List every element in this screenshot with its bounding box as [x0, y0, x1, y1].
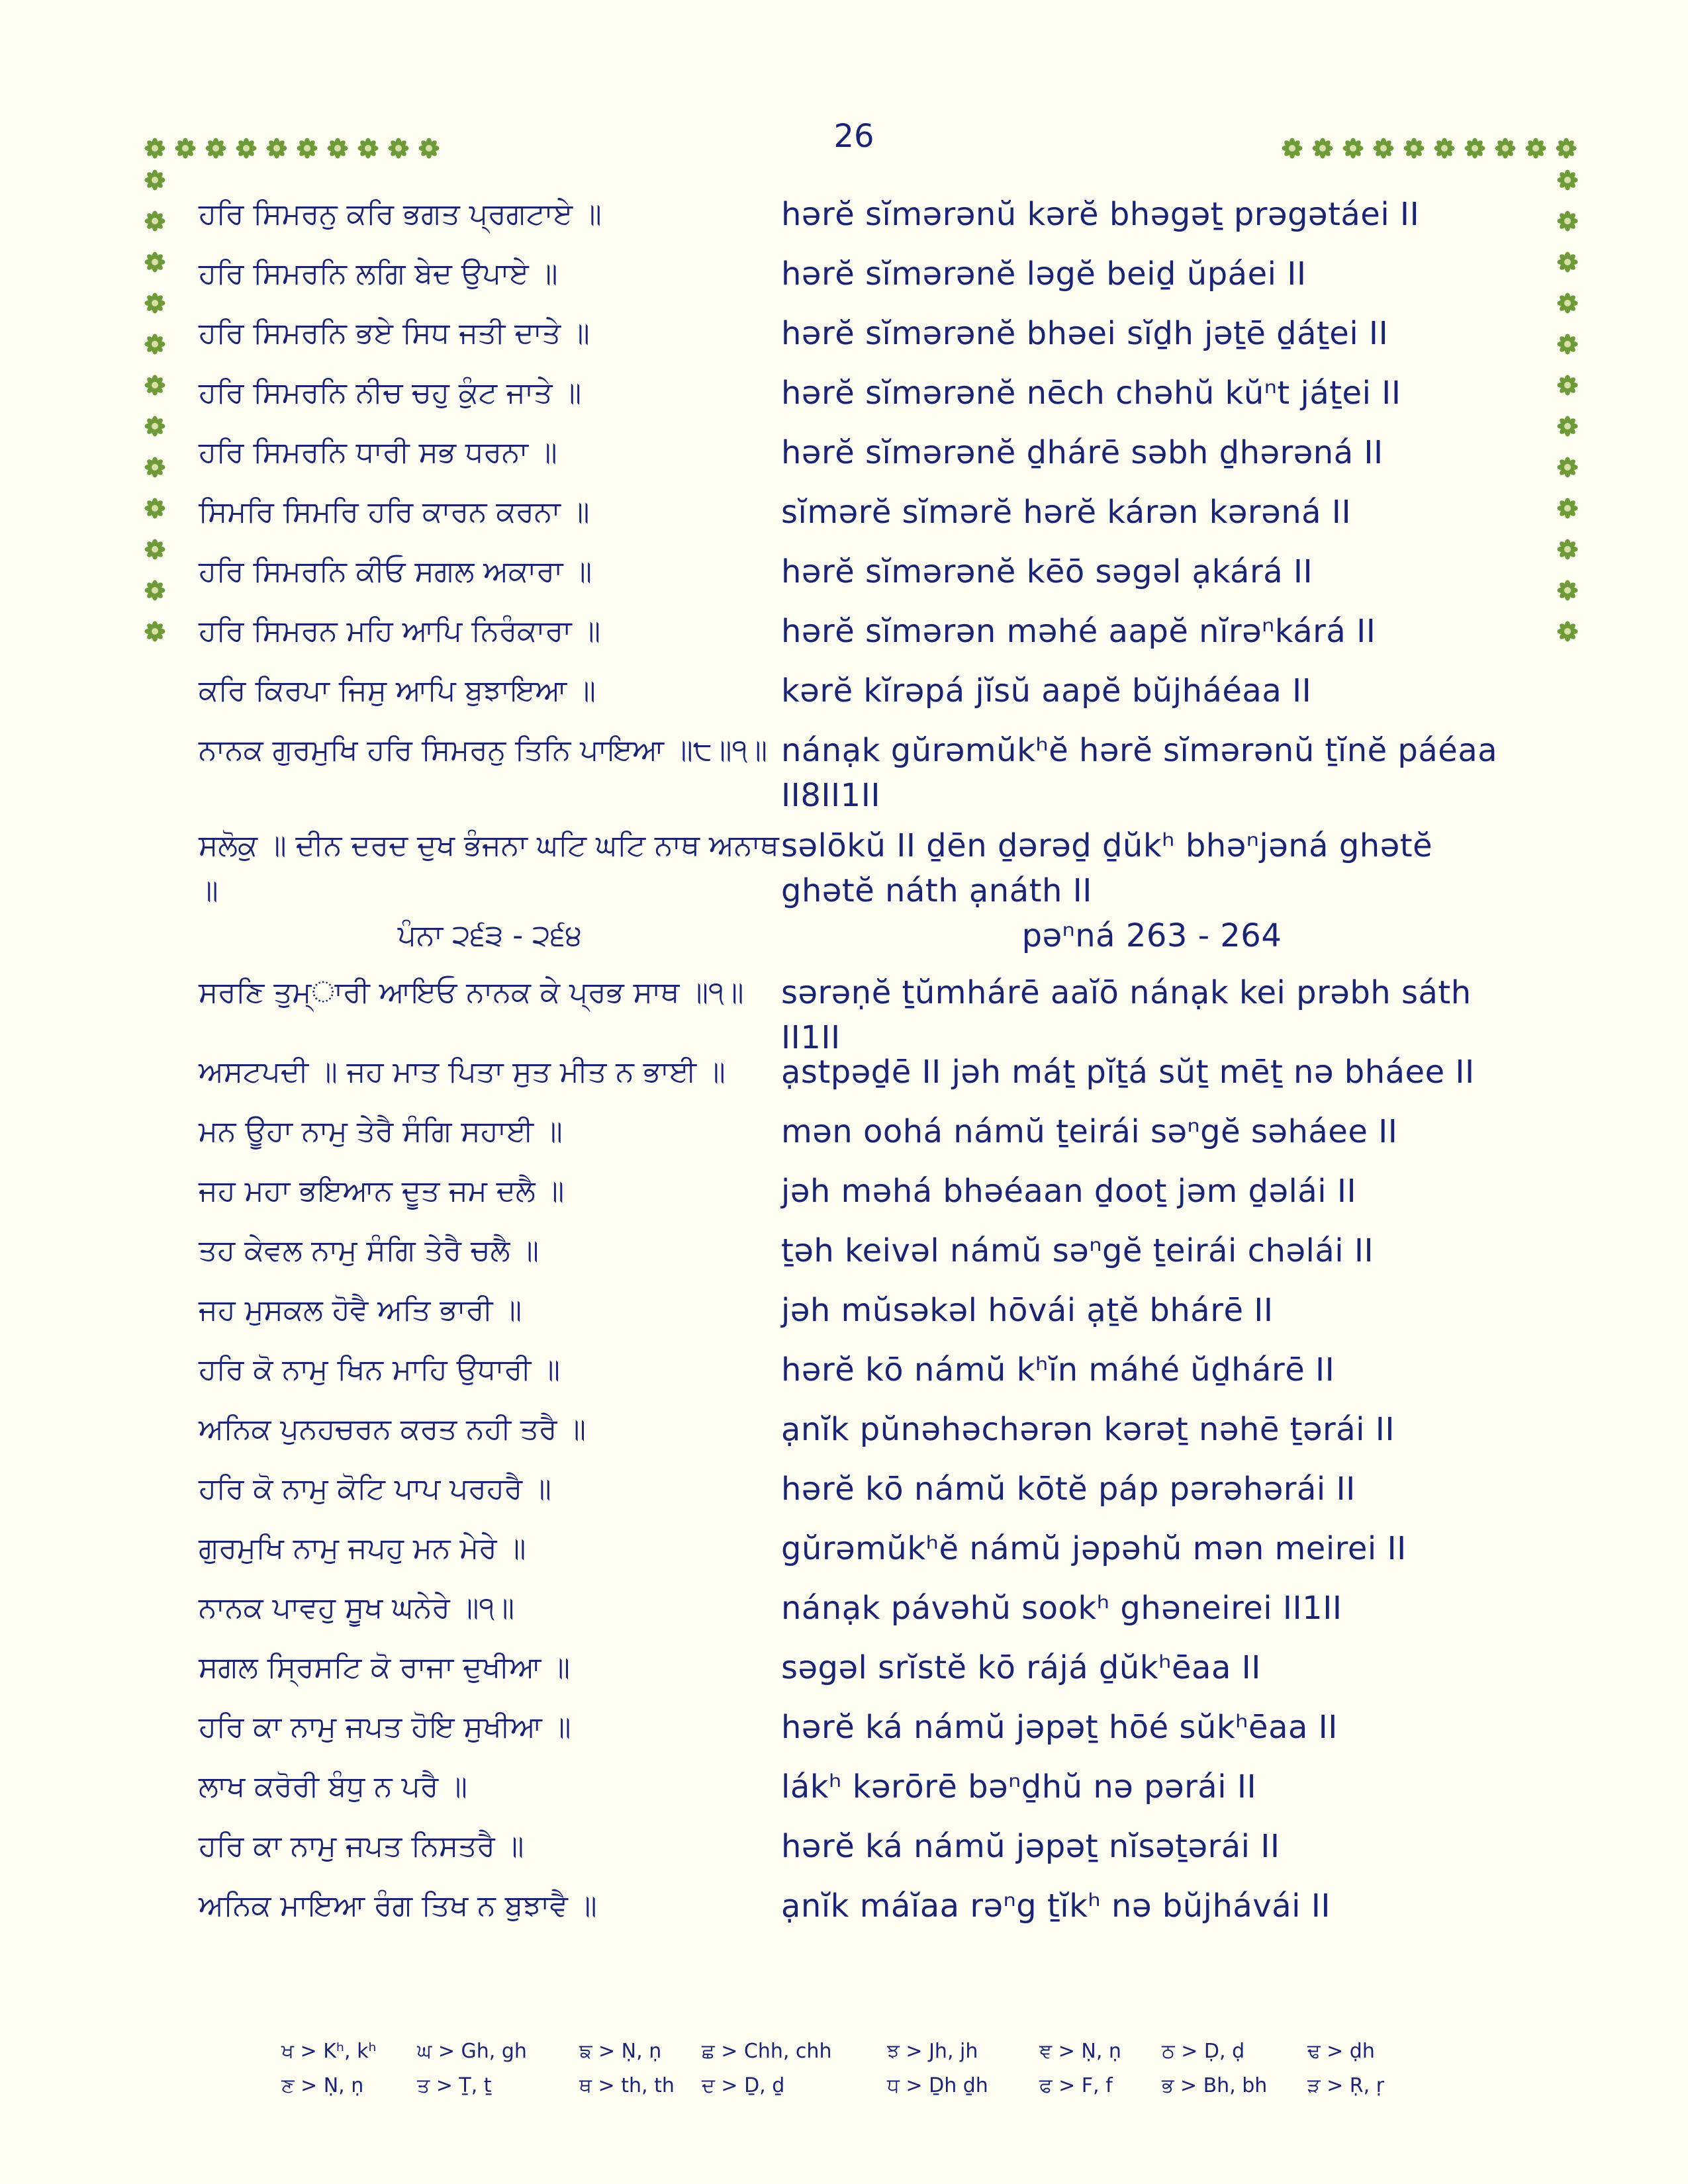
- gurmukhi-line: ਸਰਣਿ ਤੁਮ੍ਾਰੀ ਆਇਓ ਨਾਨਕ ਕੇ ਪ੍ਰਭ ਸਾਥ ॥੧॥: [199, 976, 744, 1009]
- gurmukhi-line: ਹਰਿ ਸਿਮਰਨਿ ਲਗਿ ਬੇਦ ਉਪਾਏ ॥: [199, 257, 558, 291]
- flower-ornament-icon: [1557, 416, 1578, 437]
- transliteration-line: jəh məhá bhəéaan ḏooṯ jəm ḏəlái II: [781, 1173, 1357, 1210]
- transliteration-line: hərĕ sĭmərənĕ ləgĕ beiḏ ŭpáei II: [781, 255, 1307, 293]
- gurmukhi-line: ਹਰਿ ਕੋ ਨਾਮੁ ਕੋਟਿ ਪਾਪ ਪਰਹਰੈ ॥: [199, 1472, 551, 1506]
- flower-ornament-icon: [1557, 210, 1578, 232]
- verse-row: [199, 1586, 1523, 1645]
- verse-row: [199, 1109, 1523, 1169]
- flower-ornament-icon: [144, 580, 165, 601]
- verse-row: [199, 1050, 1523, 1109]
- verse-row: [199, 1824, 1523, 1884]
- verse-row: [199, 728, 1523, 823]
- transliteration-legend: [281, 2034, 1473, 2103]
- top-left-flower-border: [144, 138, 440, 159]
- flower-ornament-icon: [1556, 138, 1577, 159]
- verse-row: [199, 1884, 1523, 1943]
- flower-ornament-icon: [1557, 580, 1578, 601]
- gurmukhi-line: ਅਨਿਕ ਪੁਨਹਚਰਨ ਕਰਤ ਨਹੀ ਤਰੈ ॥: [199, 1412, 586, 1446]
- transliteration-line: hərĕ kō námŭ kʰĭn máhé ŭḏhárē II: [781, 1351, 1335, 1388]
- verse-row: [199, 1705, 1523, 1764]
- gurmukhi-line: ਅਸਟਪਦੀ ॥ ਜਹ ਮਾਤ ਪਿਤਾ ਸੁਤ ਮੀਤ ਨ ਭਾਈ ॥: [199, 1055, 726, 1089]
- flower-ornament-icon: [1557, 375, 1578, 396]
- legend-entry: ਦ > Ḏ, ḏ: [702, 2073, 785, 2097]
- legend-entry: ੜ > Ṛ, ṛ: [1307, 2073, 1385, 2097]
- verse-row: [199, 1169, 1523, 1228]
- verse-row: [199, 609, 1523, 668]
- transliteration-line: jəh mŭsəkəl hōvái ạṯĕ bhárē II: [781, 1292, 1274, 1329]
- transliteration-line: hərĕ ká námŭ jəpəṯ hōé sŭkʰēaa II: [781, 1709, 1338, 1746]
- transliteration-line: hərĕ ká námŭ jəpəṯ nĭsəṯərái II: [781, 1828, 1280, 1865]
- legend-row: [281, 2034, 1473, 2068]
- verse-row: [199, 1764, 1523, 1824]
- flower-ornament-icon: [1464, 138, 1485, 159]
- verse-row: [199, 1228, 1523, 1288]
- gurmukhi-line: ਅਨਿਕ ਮਾਇਆ ਰੰਗ ਤਿਖ ਨ ਬੁਝਾਵੈ ॥: [199, 1889, 597, 1923]
- flower-ornament-icon: [175, 138, 196, 159]
- page-reference-gurmukhi: ਪੰਨਾ ੨੬੩ - ੨੬੪: [397, 919, 583, 952]
- flower-ornament-icon: [1557, 169, 1578, 191]
- legend-row: [281, 2068, 1473, 2103]
- legend-entry: ਤ > Ṯ, ṯ: [417, 2073, 492, 2097]
- legend-entry: ਢ > ḍh: [1307, 2039, 1375, 2063]
- gurmukhi-line: ਹਰਿ ਸਿਮਰਨਿ ਧਾਰੀ ਸਭ ਧਰਨਾ ॥: [199, 435, 557, 469]
- flower-ornament-icon: [1557, 293, 1578, 314]
- flower-ornament-icon: [1495, 138, 1516, 159]
- flower-ornament-icon: [144, 293, 165, 314]
- transliteration-line: hərĕ sĭmərənŭ kərĕ bhəgəṯ prəgətáei II: [781, 196, 1420, 233]
- flower-ornament-icon: [1557, 457, 1578, 478]
- transliteration-line: nánạk gŭrəmŭkʰĕ hərĕ sĭmərənŭ ṯĭnĕ páéaa II8II1II: [781, 732, 1498, 814]
- flower-ornament-icon: [388, 138, 409, 159]
- gurmukhi-line: ਲਾਖ ਕਰੋਰੀ ਬੰਧੁ ਨ ਪਰੈ ॥: [199, 1770, 467, 1803]
- gurmukhi-line: ਤਹ ਕੇਵਲ ਨਾਮੁ ਸੰਗਿ ਤੇਰੈ ਚਲੈ ॥: [199, 1234, 539, 1267]
- gurmukhi-line: ਨਾਨਕ ਪਾਵਹੁ ਸੂਖ ਘਨੇਰੇ ॥੧॥: [199, 1591, 514, 1625]
- verse-row: [199, 1645, 1523, 1705]
- transliteration-line: səlōkŭ II ḏēn ḏərəḏ ḏŭkʰ bhəⁿjəná ghətĕ ghətĕ náth ạnáth II: [781, 827, 1433, 909]
- top-right-flower-border: [1282, 138, 1577, 159]
- flower-ornament-icon: [144, 498, 165, 519]
- verse-list: [199, 192, 1523, 1943]
- flower-ornament-icon: [144, 416, 165, 437]
- flower-ornament-icon: [1557, 251, 1578, 273]
- verse-row: [199, 823, 1523, 913]
- flower-ornament-icon: [327, 138, 348, 159]
- verse-row: [199, 970, 1523, 1056]
- verse-row: [199, 311, 1523, 371]
- transliteration-line: hərĕ sĭmərənĕ kēō səgəl ạkárá II: [781, 553, 1313, 590]
- verse-row: [199, 490, 1523, 549]
- legend-entry: ਘ > Gh, gh: [417, 2039, 527, 2063]
- transliteration-line: hərĕ sĭmərən məhé aapĕ nĭrəⁿkárá II: [781, 613, 1376, 650]
- gurmukhi-line: ਹਰਿ ਕੋ ਨਾਮੁ ਖਿਨ ਮਾਹਿ ਉਧਾਰੀ ॥: [199, 1353, 561, 1387]
- gurmukhi-line: ਜਹ ਮਹਾ ਭਇਆਨ ਦੂਤ ਜਮ ਦਲੈ ॥: [199, 1174, 565, 1208]
- gurmukhi-line: ਸਲੋਕੁ ॥ ਦੀਨ ਦਰਦ ਦੁਖ ਭੰਜਨਾ ਘਟਿ ਘਟਿ ਨਾਥ ਅਨਾਥ ॥: [199, 829, 779, 907]
- transliteration-line: ạnĭk pŭnəhəchərən kərəṯ nəhē ṯərái II: [781, 1411, 1395, 1448]
- flower-ornament-icon: [297, 138, 318, 159]
- legend-entry: ਝ > Jh, jh: [887, 2039, 978, 2063]
- gurmukhi-line: ਹਰਿ ਕਾ ਨਾਮੁ ਜਪਤ ਨਿਸਤਰੈ ॥: [199, 1829, 524, 1863]
- verse-row: [199, 668, 1523, 728]
- verse-row: [199, 1288, 1523, 1347]
- flower-ornament-icon: [1282, 138, 1303, 159]
- legend-entry: ਙ > Ṇ, ṇ: [579, 2039, 662, 2063]
- flower-ornament-icon: [1342, 138, 1364, 159]
- flower-ornament-icon: [1557, 539, 1578, 560]
- gurmukhi-line: ਹਰਿ ਸਿਮਰਨਿ ਭਏ ਸਿਧ ਜਤੀ ਦਾਤੇ ॥: [199, 316, 590, 350]
- verse-row: [199, 1407, 1523, 1467]
- legend-entry: ਛ > Chh, chh: [702, 2039, 832, 2063]
- gurmukhi-line: ਸਗਲ ਸ੍ਰਿਸਟਿ ਕੋ ਰਾਜਾ ਦੁਖੀਆ ॥: [199, 1651, 571, 1684]
- right-flower-border: [1557, 169, 1578, 642]
- transliteration-line: mən oohá námŭ ṯeirái səⁿgĕ səháee II: [781, 1113, 1398, 1150]
- transliteration-line: ṯəh keivəl námŭ səⁿgĕ ṯeirái chəlái II: [781, 1232, 1374, 1269]
- page-reference-transliteration: pəⁿná 263 - 264: [1021, 917, 1282, 954]
- gurmukhi-line: ਕਰਿ ਕਿਰਪਾ ਜਿਸੁ ਆਪਿ ਬੁਝਾਇਆ ॥: [199, 674, 596, 707]
- legend-entry: ਥ > th, th: [579, 2073, 675, 2097]
- flower-ornament-icon: [144, 621, 165, 642]
- flower-ornament-icon: [1557, 334, 1578, 355]
- transliteration-line: gŭrəmŭkʰĕ námŭ jəpəhŭ mən meirei II: [781, 1530, 1407, 1567]
- transliteration-line: kərĕ kĭrəpá jĭsŭ aapĕ bŭjháéaa II: [781, 672, 1312, 709]
- legend-entry: ਭ > Bh, bh: [1162, 2073, 1268, 2097]
- legend-entry: ਞ > Ṇ, ṇ: [1039, 2039, 1121, 2063]
- gurmukhi-line: ਮਨ ਊਹਾ ਨਾਮੁ ਤੇਰੈ ਸੰਗਿ ਸਹਾਈ ॥: [199, 1115, 563, 1148]
- verse-row: [199, 1467, 1523, 1526]
- flower-ornament-icon: [236, 138, 257, 159]
- flower-ornament-icon: [1525, 138, 1546, 159]
- gurmukhi-line: ਹਰਿ ਸਿਮਰਨ ਮਹਿ ਆਪਿ ਨਿਰੰਕਾਰਾ ॥: [199, 614, 601, 648]
- gurmukhi-line: ਹਰਿ ਸਿਮਰਨਿ ਕੀਓ ਸਗਲ ਅਕਾਰਾ ॥: [199, 555, 592, 588]
- flower-ornament-icon: [144, 334, 165, 355]
- transliteration-line: hərĕ sĭmərənĕ nēch chəhŭ kŭⁿt jáṯei II: [781, 375, 1401, 412]
- flower-ornament-icon: [144, 169, 165, 191]
- legend-entry: ਠ > Ḍ, ḍ: [1162, 2039, 1245, 2063]
- flower-ornament-icon: [1312, 138, 1333, 159]
- verse-row: [199, 251, 1523, 311]
- flower-ornament-icon: [144, 375, 165, 396]
- page-reference-row: [199, 913, 1523, 970]
- flower-ornament-icon: [418, 138, 440, 159]
- legend-entry: ਫ > F, f: [1039, 2073, 1113, 2097]
- page-number: 26: [833, 118, 874, 155]
- flower-ornament-icon: [1557, 498, 1578, 519]
- legend-entry: ਣ > Ṇ, ṇ: [281, 2073, 364, 2097]
- verse-row: [199, 1526, 1523, 1586]
- flower-ornament-icon: [1434, 138, 1455, 159]
- verse-row: [199, 1347, 1523, 1407]
- transliteration-line: sərəṇĕ ṯŭmhárē aaĭō nánạk kei prəbh sáth II1II: [781, 974, 1472, 1056]
- verse-row: [199, 430, 1523, 490]
- transliteration-line: sĭmərĕ sĭmərĕ hərĕ kárən kərəná II: [781, 494, 1352, 531]
- transliteration-line: hərĕ sĭmərənĕ ḏhárē səbh ḏhərəná II: [781, 434, 1383, 471]
- transliteration-line: ạnĭk máĭaa rəⁿg ṯĭkʰ nə bŭjhávái II: [781, 1888, 1331, 1925]
- transliteration-line: lákʰ kərōrē bəⁿḏhŭ nə pərái II: [781, 1768, 1257, 1805]
- gurmukhi-line: ਜਹ ਮੁਸਕਲ ਹੋਵੈ ਅਤਿ ਭਾਰੀ ॥: [199, 1293, 522, 1327]
- flower-ornament-icon: [1557, 621, 1578, 642]
- verse-row: [199, 371, 1523, 430]
- flower-ornament-icon: [357, 138, 379, 159]
- transliteration-line: səgəl srĭstĕ kō rájá ḏŭkʰēaa II: [781, 1649, 1261, 1686]
- verse-row: [199, 192, 1523, 251]
- transliteration-line: hərĕ kō námŭ kōtĕ páp pərəhərái II: [781, 1471, 1356, 1508]
- gurmukhi-line: ਸਿਮਰਿ ਸਿਮਰਿ ਹਰਿ ਕਾਰਨ ਕਰਨਾ ॥: [199, 495, 590, 529]
- gurmukhi-line: ਨਾਨਕ ਗੁਰਮੁਖਿ ਹਰਿ ਸਿਮਰਨੁ ਤਿਨਿ ਪਾਇਆ ॥੮॥੧॥: [199, 733, 768, 767]
- legend-entry: ਖ > Kʰ, kʰ: [281, 2039, 377, 2063]
- flower-ornament-icon: [205, 138, 226, 159]
- flower-ornament-icon: [144, 539, 165, 560]
- gurmukhi-line: ਹਰਿ ਕਾ ਨਾਮੁ ਜਪਤ ਹੋਇ ਸੁਖੀਆ ॥: [199, 1710, 571, 1744]
- flower-ornament-icon: [1403, 138, 1425, 159]
- gurmukhi-line: ਗੁਰਮੁਖਿ ਨਾਮੁ ਜਪਹੁ ਮਨ ਮੇਰੇ ॥: [199, 1531, 526, 1565]
- transliteration-line: nánạk pávəhŭ sookʰ ghəneirei II1II: [781, 1590, 1342, 1627]
- flower-ornament-icon: [144, 457, 165, 478]
- gurmukhi-line: ਹਰਿ ਸਿਮਰਨੁ ਕਰਿ ਭਗਤ ਪ੍ਰਗਟਾਏ ॥: [199, 197, 602, 231]
- flower-ornament-icon: [144, 210, 165, 232]
- flower-ornament-icon: [1373, 138, 1394, 159]
- flower-ornament-icon: [144, 251, 165, 273]
- transliteration-line: ạstpəḏē II jəh máṯ pĭṯá sŭṯ mēṯ nə bháee II: [781, 1054, 1475, 1091]
- flower-ornament-icon: [266, 138, 287, 159]
- gurmukhi-line: ਹਰਿ ਸਿਮਰਨਿ ਨੀਚ ਚਹੁ ਕੁੰਟ ਜਾਤੇ ॥: [199, 376, 582, 410]
- legend-entry: ਧ > Ḏh ḏh: [887, 2073, 988, 2097]
- left-flower-border: [144, 169, 165, 642]
- verse-row: [199, 549, 1523, 609]
- flower-ornament-icon: [144, 138, 165, 159]
- transliteration-line: hərĕ sĭmərənĕ bhəei sĭḏh jəṯē ḏáṯei II: [781, 315, 1389, 352]
